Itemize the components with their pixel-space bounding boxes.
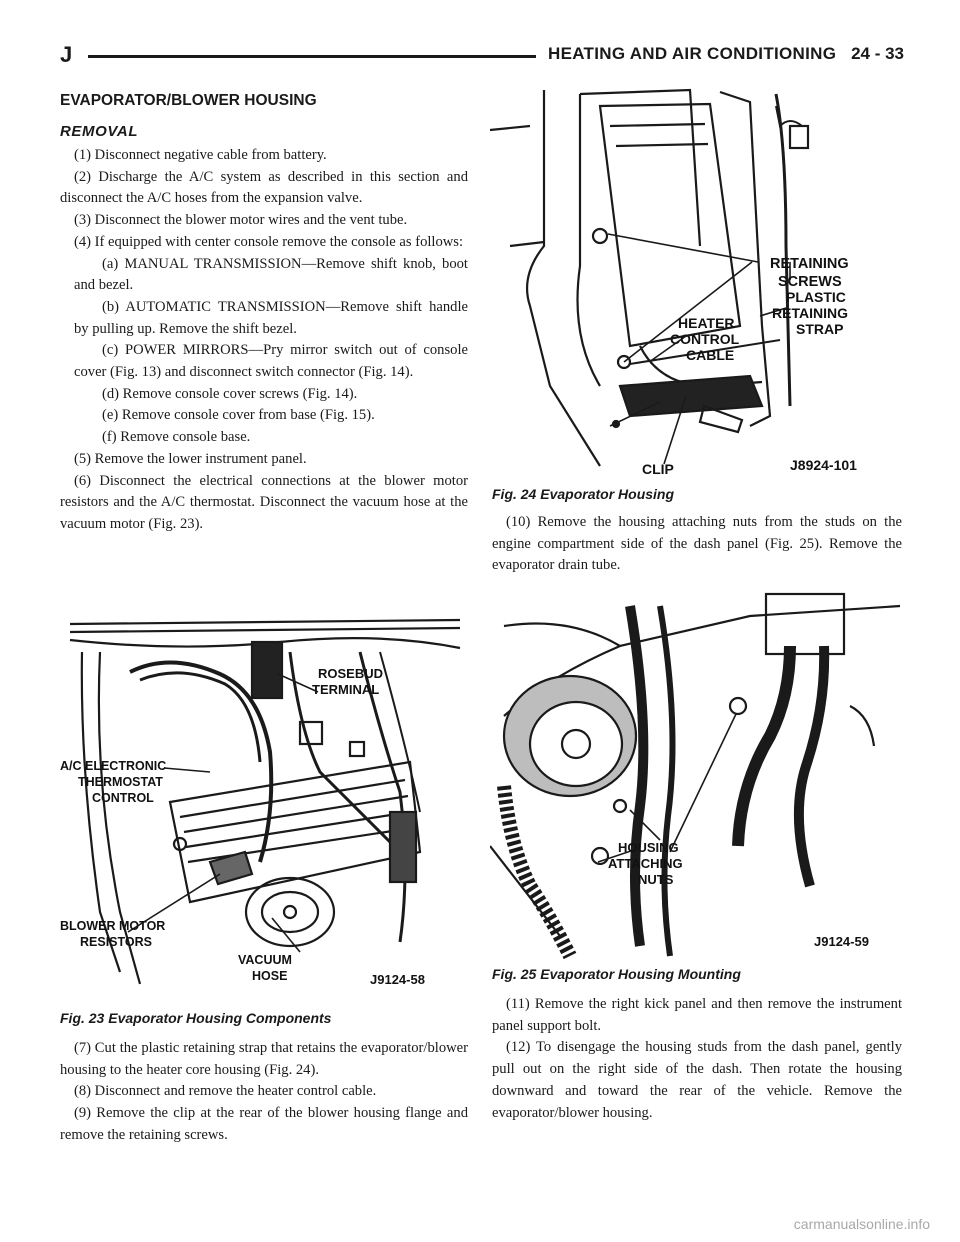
label-cable-3: CABLE bbox=[686, 347, 735, 363]
step-10: (10) Remove the housing attaching nuts from the studs on the engine compartment side of the dash panel (Fig. 25). Remove the evaporator drain tube. bbox=[492, 514, 902, 574]
step-4b: (b) AUTOMATIC TRANSMISSION—Remove shift handle by pulling up. Remove the shift bezel. bbox=[74, 298, 468, 337]
step-1: (1) Disconnect negative cable from battery. bbox=[74, 147, 327, 163]
label-nuts-2: ATTACHING bbox=[608, 856, 683, 871]
fig-24-code: J8924-101 bbox=[790, 457, 857, 473]
fig-25-illustration bbox=[490, 586, 902, 962]
watermark-footer: carmanualsonline.info bbox=[793, 1216, 930, 1232]
label-blower-2: RESISTORS bbox=[80, 935, 153, 949]
label-vacuum-2: HOSE bbox=[252, 969, 288, 983]
header-title: HEATING AND AIR CONDITIONING bbox=[548, 44, 837, 63]
header-rule bbox=[88, 55, 536, 58]
fig-23-code: J9124-58 bbox=[370, 972, 425, 987]
section-title: EVAPORATOR/BLOWER HOUSING bbox=[60, 92, 317, 109]
fig-23-caption: Fig. 23 Evaporator Housing Components bbox=[60, 1010, 332, 1026]
step-11: (11) Remove the right kick panel and then remove the instrument panel support bolt. bbox=[492, 996, 902, 1034]
step-4: (4) If equipped with center console remove the console as follows: bbox=[74, 233, 464, 250]
step-8: (8) Disconnect and remove the heater control cable. bbox=[74, 1083, 377, 1100]
left-column-lower-steps bbox=[60, 1038, 468, 1147]
fig-24-illustration bbox=[490, 86, 902, 482]
label-cable-2: CONTROL bbox=[670, 331, 740, 347]
step-4c: (c) POWER MIRRORS—Pry mirror switch out of console cover (Fig. 13) and disconnect switch connector (Fig. 14). bbox=[74, 342, 468, 381]
header-letter: J bbox=[60, 42, 73, 67]
label-strap-2: RETAINING bbox=[772, 305, 848, 321]
label-thermostat-2: THERMOSTAT bbox=[78, 775, 163, 789]
subsection-title: REMOVAL bbox=[60, 123, 139, 140]
fig-25-code: J9124-59 bbox=[814, 934, 869, 949]
label-thermostat-1: A/C ELECTRONIC bbox=[60, 759, 167, 773]
label-rosebud-1: ROSEBUD bbox=[318, 666, 384, 681]
step-2: (2) Discharge the A/C system as described in this section and disconnect the A/C hoses from the expansion valve. bbox=[60, 168, 468, 207]
label-nuts-1: HOUSING bbox=[618, 840, 679, 855]
step-7: (7) Cut the plastic retaining strap that retains the evaporator/blower housing to the heater core housing (Fig. 24). bbox=[60, 1040, 468, 1078]
label-thermostat-3: CONTROL bbox=[92, 791, 154, 805]
label-blower-1: BLOWER MOTOR bbox=[60, 919, 166, 933]
label-cable-1: HEATER bbox=[678, 315, 735, 331]
label-vacuum-1: VACUUM bbox=[238, 953, 292, 967]
page-number: 24 - 33 bbox=[851, 44, 904, 63]
label-retaining-2: SCREWS bbox=[778, 274, 842, 290]
step-4d: (d) Remove console cover screws (Fig. 14). bbox=[102, 385, 358, 402]
step-12: (12) To disengage the housing studs from the dash panel, gently pull out on the right side of the dash. Then rotate the housing downward and toward the rear of the vehicle. Remove the evaporator/blower housing. bbox=[492, 1039, 902, 1121]
right-column-lower-steps bbox=[492, 994, 902, 1124]
label-clip: CLIP bbox=[642, 461, 674, 477]
fig-23-illustration bbox=[60, 612, 468, 1006]
step-3: (3) Disconnect the blower motor wires and the vent tube. bbox=[74, 212, 408, 229]
label-retaining-1: RETAINING bbox=[770, 256, 849, 272]
left-column-steps bbox=[60, 145, 468, 536]
step-4a: (a) MANUAL TRANSMISSION—Remove shift knob, boot and bezel. bbox=[74, 255, 468, 294]
step-4f: (f) Remove console base. bbox=[102, 429, 251, 446]
fig-24-caption: Fig. 24 Evaporator Housing bbox=[492, 486, 675, 502]
right-column-mid-steps bbox=[492, 512, 902, 577]
step-9: (9) Remove the clip at the rear of the blower housing flange and remove the retaining screws. bbox=[60, 1105, 468, 1143]
label-strap-3: STRAP bbox=[796, 321, 844, 337]
fig-25-caption: Fig. 25 Evaporator Housing Mounting bbox=[492, 966, 741, 982]
page-header bbox=[60, 42, 904, 72]
step-4e: (e) Remove console cover from base (Fig. 15). bbox=[102, 407, 375, 424]
label-nuts-3: NUTS bbox=[638, 872, 674, 887]
step-5: (5) Remove the lower instrument panel. bbox=[74, 450, 307, 467]
step-6: (6) Disconnect the electrical connections at the blower motor resistors and the A/C thermostat. Disconnect the vacuum hose at the vacuum motor (Fig. 23). bbox=[60, 472, 468, 532]
label-strap-1: PLASTIC bbox=[786, 289, 846, 305]
label-rosebud-2: TERMINAL bbox=[312, 682, 380, 697]
